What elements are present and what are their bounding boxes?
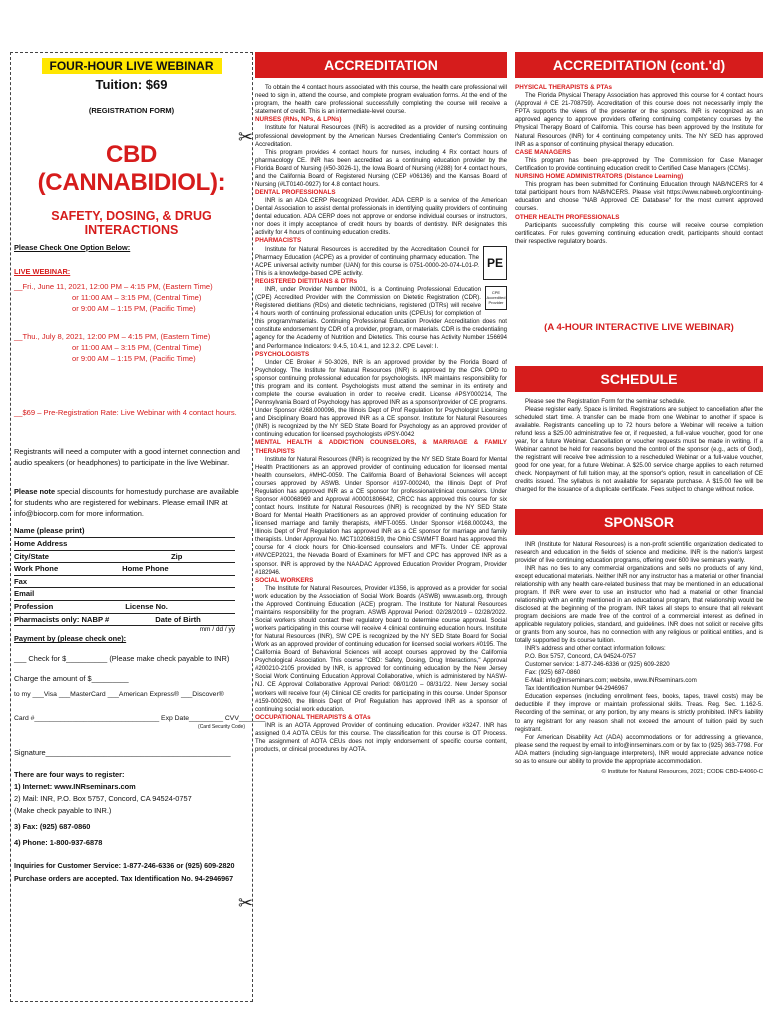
registration-form-label: (REGISTRATION FORM) (88, 106, 175, 115)
accreditation-intro: To obtain the 4 contact hours associated with this course, the health care professional will need to sign in, attend the course, and complete program evaluation forms. At the end of the program, the health care professional successfully completing the course will receive a statement of credit. This is an intermediate-level course. (255, 84, 507, 116)
session-option-2[interactable] (14, 331, 249, 365)
webinar-heading: FOUR-HOUR LIVE WEBINAR (42, 58, 222, 74)
purchase-orders: Purchase orders are accepted. Tax Identification No. 94-2946967 (14, 874, 234, 884)
course-title: CBD (CANNABIDIOL): (37, 141, 226, 196)
nabp-label: Pharmacists only: NABP # (14, 614, 110, 624)
contact-list (515, 653, 763, 693)
case-managers-heading: CASE MANAGERS (515, 148, 571, 156)
city-state-label: City/State (14, 551, 50, 561)
session-1-central: or 11:00 AM – 3:15 PM, (Central Time) (72, 293, 202, 303)
nurses-heading: NURSES (RNs, NPs, & LPNs) (255, 116, 342, 124)
case-managers-text: This program has been pre-approved by The Commission for Case Manager Certification to provide continuing education credit to Certified Case Managers (CCMs). (515, 156, 763, 172)
accreditation-cont-banner: ACCREDITATION (cont.'d) (515, 52, 763, 78)
way-mail-note: (Make check payable to INR.) (14, 806, 112, 816)
info-column (515, 52, 763, 1010)
signature-field[interactable]: Signature_____________________________________________ (14, 748, 231, 758)
inquiries: Inquiries for Customer Service: 1-877-246-6336 or (925) 609-2820 (14, 861, 235, 871)
scissors-icon: ✂ (238, 893, 254, 913)
acpe-logo: PE (483, 246, 507, 280)
pt-heading: PHYSICAL THERAPISTS & PTAs (515, 84, 613, 91)
work-phone-label: Work Phone (14, 564, 59, 574)
contact-tax-id: Tax Identification Number 94-2946967 (525, 685, 628, 693)
sponsor-text-2: INR has no ties to any commercial organizations and sells no products of any kind, except educational materials. Neither INR nor any instructor has a material or other financial relationship with any health care-related business that may be mentioned in an educational program. If INR were ever to use an instructor who had a material or other financial relationship with an entity mentioned in an educational program, that relationship would be disclosed at the beginning of the program. INR takes all steps to ensure that all relevant program decisions are made free of the control of a commercial interest as defined in applicable regulatory policies, standard, and guidelines. INR does not solicit or receive gifts or grants from any source, has no connection with any religious or political entities, and is totally supported by its course tuition. (515, 564, 763, 645)
sponsor-text-5: For American Disability Act (ADA) accommodations or for addressing a grievance, please send the request by email to info@inrseminars.com or by fax to (925) 363-7798. For ADA matters (including sign-language interpreters), INR would appreciate advance notice so as to ensure our ability to provide the appropriate accommodation. (515, 733, 763, 765)
card-security-label: (Card Security Code) (198, 724, 245, 731)
card-type-options[interactable]: to my ___Visa ___MasterCard ___American Express® ___Discover® (14, 691, 224, 699)
nurses-text-2: This program provides 4 contact hours for nurses, including 4 Rx contact hours of pharmacology CE. INR has been accredited as a continuing education provider by the Florida Board of Nursing (#50-3026-1), the Iowa Board of Nursing (#288) for 4 contact hours, and the California Board of Registered Nursing (CEP #06136) and the Kansas Board of Nursing (#LT0140-0927) for 4.8 contact hours. (255, 148, 507, 188)
sponsor-body (515, 541, 763, 766)
ways-heading: There are four ways to register: (14, 770, 125, 780)
pharmacists-text: Institute for Natural Resources is accredited by the Accreditation Council for Pharmacy Education (ACPE) as a provider of continuing pharmacy education. The ACPE universal activity number (UAN) for this course is 0751-0000-20-074-L01-P. This is a knowledge-based CPE activity. (255, 245, 479, 277)
dietitians-heading: REGISTERED DIETITIANS & DTRs (255, 277, 358, 285)
cpe-accredited-logo: CPE Accredited Provider (485, 286, 507, 310)
dob-format: mm / dd / yy (199, 626, 235, 634)
nabp-dob-field[interactable] (14, 614, 235, 627)
dietitians-text: INR, under Provider Number IN001, is a Continuing Professional Education (CPE) Accredited Provider with the Commission on Dietetic Registration (CDR). Registered dietitians (RDs) and dietetic technicians, registered (DTRs) will receive 4 hours worth of continuing professional education units (CPEUs) for completion of this program/materials. Continuing Professional Education Provider Accreditation does not constitute endorsement by CDR of a provider, program, or materials. CDR is the credentialing agency for the Academy of Nutrition and Dietetics. This course has Activity Number 156694 and Performance Indicators: 9.4.5, 10.4.1, and 12.3.2. CPE Level: I. (255, 286, 507, 350)
city-state-zip-field[interactable] (14, 551, 235, 564)
session-option-1[interactable] (14, 281, 249, 315)
sponsor-text-1: INR (Institute for Natural Resources) is a non-profit scientific organization dedicated to research and education in the fields of science and medicine. INR is the nation's largest provider of live continuing education programs, offering over 600 live seminars yearly. (515, 540, 763, 564)
contact-email-website[interactable]: E-Mail: info@inrseminars.com; website, www.INRseminars.com (525, 677, 697, 685)
license-label: License No. (125, 601, 168, 611)
way-mail: 2) Mail: INR, P.O. Box 5757, Concord, CA 94524-0757 (14, 794, 192, 804)
dental-heading: DENTAL PROFESSIONALS (255, 188, 336, 196)
check-payment-option[interactable]: ___ Check for $__________ (Please make check payable to INR) (14, 654, 230, 664)
session-2-pacific: or 9:00 AM – 1:15 PM, (Pacific Time) (72, 354, 196, 364)
dental-text: INR is an ADA CERP Recognized Provider. ADA CERP is a service of the American Dental Association to assist dental professionals in identifying quality providers of continuing dental education. ADA CERP does not approve or endorse individual courses or instructors, nor does it imply acceptance of credit hours by boards of dentistry. INR designates this activity for 4 hours of continuing education credits. (255, 197, 507, 237)
mental-health-text: Institute for Natural Resources (INR) is recognized by the NY SED State Board for Mental Health Practitioners as an approved provider of continuing education for licensed mental health counselors, #MHC-0059. The California Board of Behavioral Sciences will accept courses approved by ASWB. Under Sponsor #197-000240, the Illinois Dept of Prof Regulation has approved INR as a CE sponsor for professional/clinical counselors. Under Sponsor #00068969 and Approval #00001806642, CRCC has approved this course for six contact hours. Institute for Natural Resources (INR) is recognized by the NY SED State Board for Mental Health Practitioners as an approved provider of continuing education for licensed marriage and family therapists, #MFT-0055. Under Sponsor #168.000243, the Illinois Dept of Prof Regulation has approved INR as a CE sponsor for marriage and family therapists. Under Approval No. MCT102068159, the Ohio CSWMFT Board has approved this course for 4 clock hours for Ohio-licensed counselors and MFTs. Under CE approval #NVCEP2021, the Nevada Board of Examiners for MFT and CPC has approved INR as a sponsor. INR is approved by the NAADAC Approved Education Provider Program, Provider #182946. (255, 455, 507, 576)
accreditation-cont-body (515, 84, 763, 246)
session-2-eastern: __Thu., July 8, 2021, 12:00 PM – 4:15 PM, (Eastern Time) (14, 331, 211, 341)
registration-form (10, 52, 266, 1010)
accreditation-body (255, 84, 507, 754)
ot-text: INR is an AOTA Approved Provider of continuing education. Provider #3247. INR has assigned 0.4 AOTA CEUs for this course. The classification for this course is OT Process. The assignment of AOTA CEUs does not imply endorsement of specific course content, products, or clinical procedures by AOTA. (255, 721, 507, 754)
computer-note: Registrants will need a computer with a good internet connection and audio speakers (or headphones) to participate in the live Webinar. (14, 447, 240, 468)
other-professionals-text: Participants successfully completing this course will receive course completion certificates. For rules governing continuing education credit, participants should contact their respective regulatory boards. (515, 221, 763, 245)
way-fax: 3) Fax: (925) 687-0860 (14, 822, 91, 832)
copyright-footer: © Institute for Natural Resources, 2021; CODE CBD-E4060-C (601, 768, 763, 775)
prereg-option[interactable]: __$69 – Pre-Registration Rate: Live Webinar with 4 contact hours. (14, 408, 237, 418)
session-1-eastern: __Fri., June 11, 2021, 12:00 PM – 4:15 PM, (Eastern Time) (14, 282, 213, 291)
discount-note (14, 486, 249, 519)
course-subtitle: SAFETY, DOSING, & DRUG INTERACTIONS (51, 209, 212, 237)
fax-field[interactable]: Fax (14, 576, 235, 589)
zip-label: Zip (171, 551, 183, 561)
card-number-field[interactable]: Card #_________________________________ Exp Date_________ CVV_______ (14, 715, 266, 723)
way-internet: 1) Internet: www.INRseminars.com (14, 782, 136, 792)
schedule-text-2: Please register early. Space is limited. Registrations are subject to cancellation after the scheduled start time. A transfer can be made from one Webinar to another if space is available. Registrants cancelling up to 72 hours before a Webinar will receive a tuition refund less a $25.00 administrative fee or, if requested, a full-value voucher, good for one year, for a future Webinar. Cancellation or voucher requests must be made in writing. If a Webinar cannot be held for reasons beyond the control of the sponsor (e.g., acts of God), the registrant will receive free admission to a rescheduled Webinar or a full-value voucher, good for one year, for a future Webinar. A $25.00 service charge applies to each returned check. Nonpayment of full tuition may, at the sponsor's option, result in cancellation of CE credits issued. The syllabus is not available for separate purchase. A $15.00 fee will be charged for the issuance of a duplicate certificate. Fees subject to change without notice. (515, 405, 763, 494)
payment-heading: Payment by (please check one): (14, 634, 127, 644)
session-2-central: or 11:00 AM – 3:15 PM, (Central Time) (72, 342, 202, 352)
contact-fax: Fax: (925) 687-0860 (525, 669, 581, 677)
home-phone-label: Home Phone (122, 564, 169, 574)
interactive-webinar-label: (A 4-HOUR INTERACTIVE LIVE WEBINAR) (544, 321, 734, 333)
check-one-label: Please Check One Option Below: (14, 243, 131, 252)
way-phone: 4) Phone: 1-800-937-6878 (14, 838, 103, 848)
psychologists-text: Under CE Broker # 50-3026, INR is an approved provider by the Florida Board of Psychology. The Institute for Natural Resources (INR) is approved by the CPA OPD to sponsor continuing professional education for psychologists. INR maintains responsibility for this program and its content. Psychologists must attend the seminar in its entirety and complete the course evaluation in order to receive credit. License #PSY000214, The Pennsylvania Board of Psychology has approved INR as a sponsor/provider of CE programs. Under Sponsor #268.000096, the Illinois Dept of Prof Regulation for Psychologist Licensing and Disciplinary Board has approved INR as a CE sponsor. Institute for Natural Resources (INR) is recognized by the NY SED State Board for Psychology as an approved provider of continuing education for licensed psychologists #PSY-0042 (255, 358, 507, 439)
nursing-home-heading: NURSING HOME ADMINISTRATORS (Distance Learning) (515, 173, 684, 181)
session-1-pacific: or 9:00 AM – 1:15 PM, (Pacific Time) (72, 304, 196, 314)
accreditation-banner: ACCREDITATION (255, 52, 507, 78)
psychologists-heading: PSYCHOLOGISTS (255, 350, 310, 358)
schedule-banner: SCHEDULE (515, 366, 763, 392)
live-webinar-label: LIVE WEBINAR: (14, 267, 71, 276)
sponsor-text-3: INR's address and other contact information follows: (525, 645, 666, 653)
other-professionals-heading: OTHER HEALTH PROFESSIONALS (515, 213, 620, 221)
profession-label: Profession (14, 601, 54, 611)
please-note-text: special discounts for homestudy purchase are available for students who are registered for webinars. Please email INR at info@biocorp.com for more information. (14, 487, 239, 519)
mental-health-heading: MENTAL HEALTH & ADDICTION COUNSELORS, & MARRIAGE & FAMILY THERAPISTS (255, 439, 507, 455)
nursing-home-text: This program has been submitted for Continuing Education through NAB/NCERS for 4 total participant hours from NAB/NCERS. Please visit https://www.nabweb.org/continuing-education and choose "NAB Approved CE Database" for the most current approved courses. (515, 181, 763, 213)
tuition: Tuition: $69 (95, 77, 168, 92)
please-note-label: Please note (14, 487, 56, 497)
dob-label: Date of Birth (155, 614, 201, 624)
scissors-icon: ✂ (238, 127, 254, 147)
profession-field[interactable] (14, 601, 235, 614)
phone-field[interactable] (14, 563, 235, 576)
social-workers-heading: SOCIAL WORKERS (255, 576, 314, 584)
pt-text: The Florida Physical Therapy Association has approved this course for 4 contact hours (Approval # CE 21-708759). Accreditation of this course does not necessarily imply the FPTA supports the views of the presenter or the sponsors. INR is recognized as an approved agency to approve providers offering continuing competency courses by the Physical Therapy Board of California. This course has been approved by the Institute for Natural Resources (INR) for 4 continuing competency units. The NY SED has approved INR as a sponsor of continuing physical therapy education. (515, 92, 763, 148)
schedule-body (515, 398, 763, 495)
email-field[interactable]: Email (14, 588, 235, 601)
contact-address: P.O. Box 5757, Concord, CA 94524-0757 (525, 653, 637, 661)
sponsor-banner: SPONSOR (515, 509, 763, 535)
name-field[interactable]: Name (please print) (14, 525, 235, 538)
ot-heading: OCCUPATIONAL THERAPISTS & OTAs (255, 713, 371, 721)
contact-customer-service: Customer service: 1-877-246-6336 or (925) 609-2820 (525, 661, 670, 669)
schedule-text-1: Please see the Registration Form for the seminar schedule. (525, 397, 686, 405)
charge-amount-field[interactable]: Charge the amount of $_________ (14, 674, 129, 684)
social-workers-text: The Institute for Natural Resources, Provider #1356, is approved as a provider for social work education by the Association of Social Work Boards (ASWB) www.aswb.org, through the Approved Continuing Education (ACE) program. The Institute for Natural Resources maintains responsibility for the program. ASWB Approval Period: 02/28/2019 – 02/28/2022. Social workers should contact their regulatory board to determine course approval. Social workers participating in this course will receive 4 clinical continuing education hours. Institute for Natural Resources (INR), SW CPE is recognized by the NY SED State Board for Social Work as an approved provider of continuing education for licensed social workers #0195. The California Board of Behavioral Sciences will accept courses approved by the California Psychological Association. This course "CBD: Safety, Dosing, Drug Interactions," Approval #200210-2105 provided by INR, is approved for continuing education by the New Jersey Social Work Continuing Education Approval Collaborative, which is administered by NASW-NJ. CE Approval Collaborative Approval Period: 08/01/20 – 08/31/22. New Jersey social workers will receive four (4) Clinical CE credits for participating in this course. Under Sponsor #159-000260, the Illinois Dept of Prof Regulation has approved INR as a sponsor of continuing social work education. (255, 584, 507, 713)
nurses-text-1: Institute for Natural Resources (INR) is accredited as a provider of nursing continuing professional development by the American Nurses Credentialing Center's Commission on Accreditation. (255, 124, 507, 148)
pharmacists-heading: PHARMACISTS (255, 237, 302, 245)
accreditation-column (255, 52, 507, 1010)
ways-list (14, 781, 249, 849)
home-address-field[interactable]: Home Address (14, 538, 235, 551)
sponsor-text-4: Education expenses (including enrollment fees, books, tapes, travel costs) may be deductible if they improve or maintain professional skills. Treas. Reg. Sec. 1.162-5. Recording of the seminar, or any portion, by any means is strictly prohibited. INR's liability to any registrant for any reason shall not exceed the amount of tuition paid by such registrant. (515, 693, 763, 733)
